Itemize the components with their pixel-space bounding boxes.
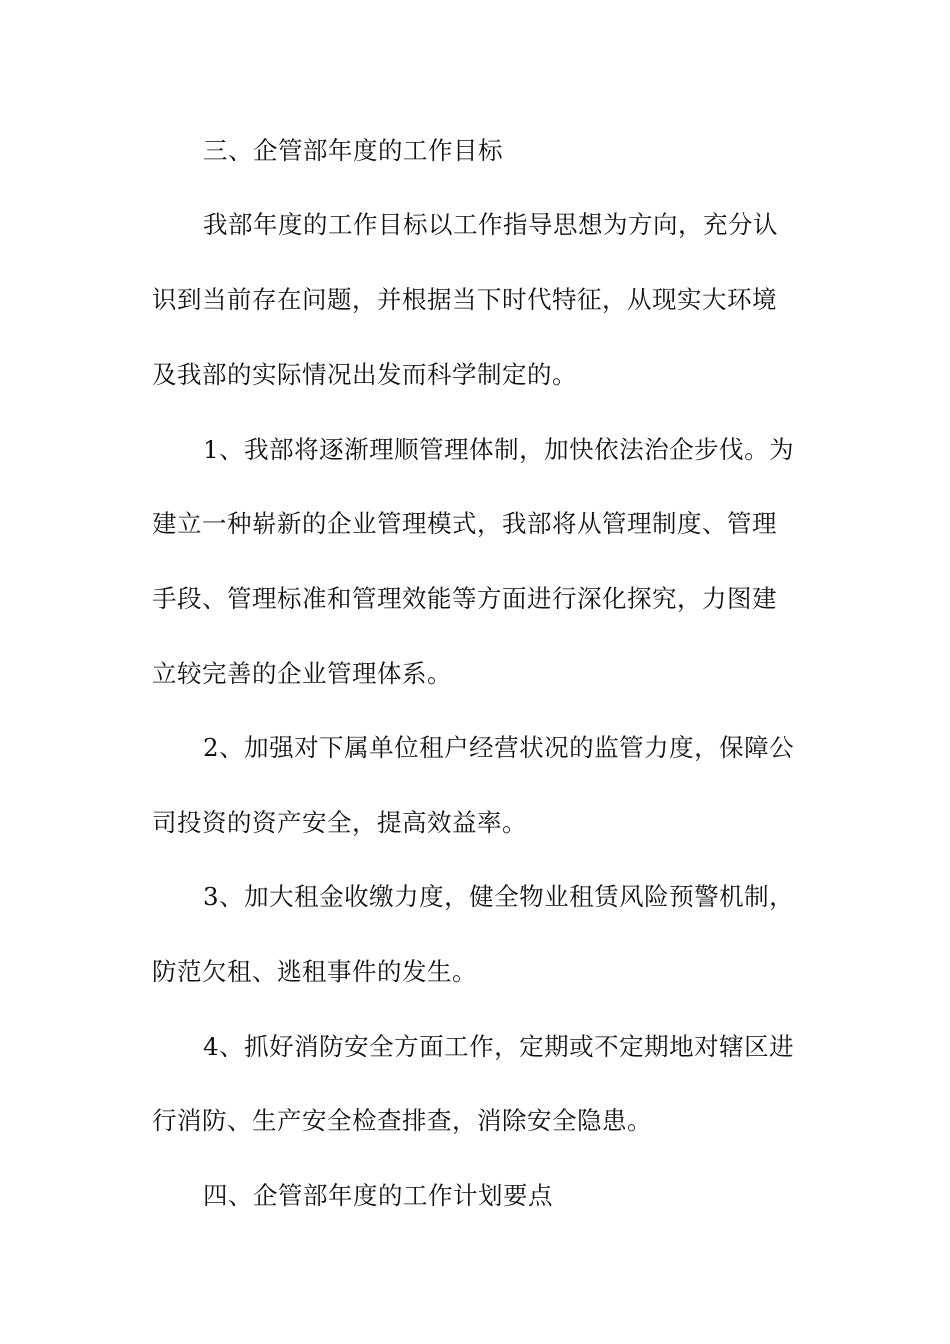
section-heading-four: 四、企管部年度的工作计划要点 <box>203 1181 553 1210</box>
paragraph-line: 识到当前存在问题，并根据当下时代特征，从现实大环境 <box>152 285 777 314</box>
list-item-4-line: 4、抓好消防安全方面工作，定期或不定期地对辖区进 <box>203 1032 795 1061</box>
list-item-1-line: 建立一种崭新的企业管理模式，我部将从管理制度、管理 <box>152 509 777 538</box>
paragraph-line: 及我部的实际情况出发而科学制定的。 <box>152 360 577 389</box>
list-item-3-line: 防范欠租、逃租事件的发生。 <box>152 957 477 986</box>
list-item-4-line: 行消防、生产安全检查排查，消除安全隐患。 <box>152 1106 652 1135</box>
list-item-1-line: 手段、管理标准和管理效能等方面进行深化探究，力图建 <box>152 584 777 613</box>
paragraph-line: 我部年度的工作目标以工作指导思想为方向，充分认 <box>203 210 778 239</box>
list-item-3-line: 3、加大租金收缴力度，健全物业租赁风险预警机制， <box>203 882 795 911</box>
list-item-1-line: 立较完善的企业管理体系。 <box>152 659 452 688</box>
list-item-2-line: 司投资的资产安全，提高效益率。 <box>152 808 527 837</box>
list-item-1-line: 1、我部将逐渐理顺管理体制，加快依法治企步伐。为 <box>203 435 795 464</box>
section-heading-three: 三、企管部年度的工作目标 <box>203 136 503 165</box>
list-item-2-line: 2、加强对下属单位租户经营状况的监管力度，保障公 <box>203 733 795 762</box>
